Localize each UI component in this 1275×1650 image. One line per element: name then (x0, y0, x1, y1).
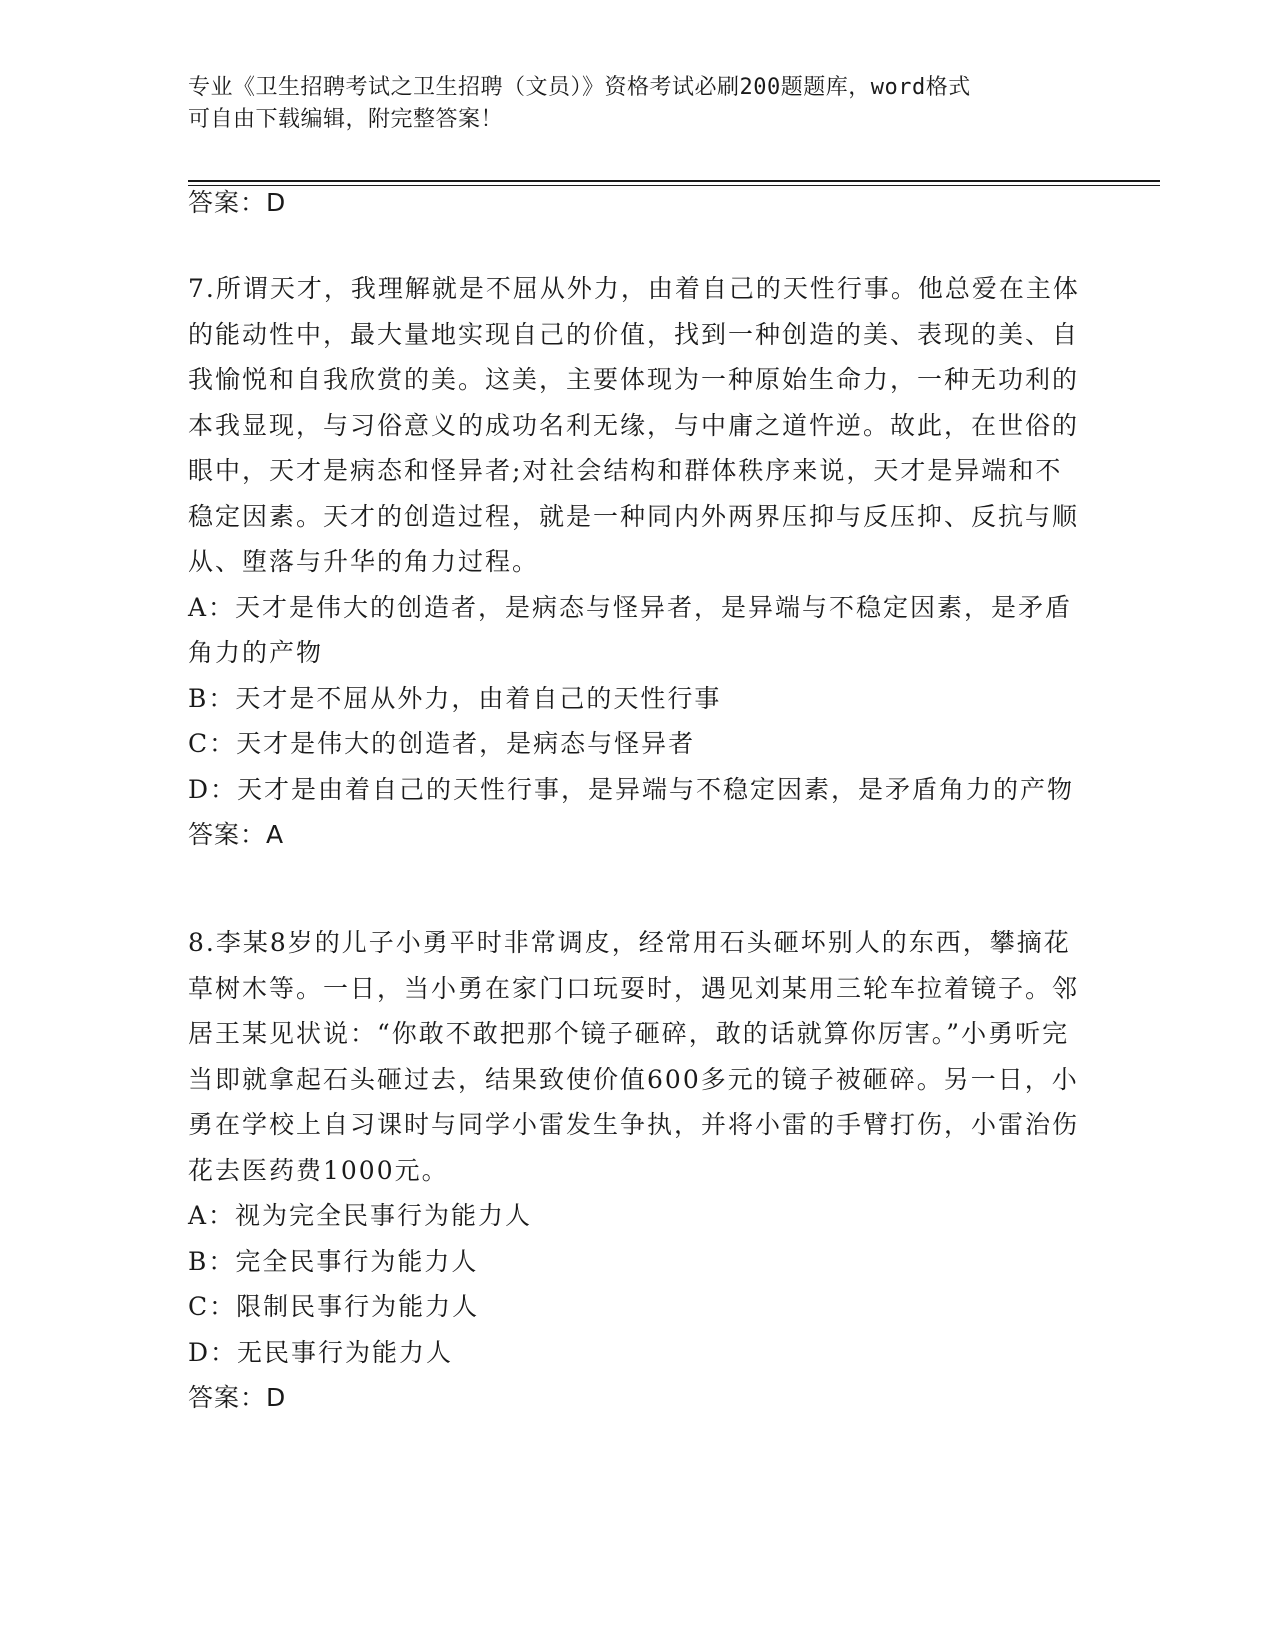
question-8-answer: 答案：D (188, 1383, 287, 1412)
question-7-option-b: B：天才是不屈从外力，由着自己的天性行事 (188, 683, 722, 713)
question-8-option-a: A：视为完全民事行为能力人 (188, 1201, 533, 1230)
question-7-option-d: D：天才是由着自己的天性行事，是异端与不稳定因素，是矛盾角力的产物 (188, 774, 1075, 804)
question-8-option-b: B：完全民事行为能力人 (188, 1246, 479, 1276)
question-8 (188, 920, 1088, 1420)
header-line-1: 专业《卫生招聘考试之卫生招聘（文员）》资格考试必刷200题题库，word格式 (188, 75, 971, 100)
question-7-text: 7.所谓天才，我理解就是不屈从外力，由着自己的天性行事。他总爱在主体的能动性中，最大量地实现自己的价值，找到一种创造的美、表现的美、自我愉悦和自我欣赏的美。这美，主要体现为一种原始生命力，一种无功利的本我显现，与习俗意义的成功名利无缘，与中庸之道忤逆。故此，在世俗的眼中，天才是病态和怪异者;对社会结构和群体秩序来说，天才是异端和不稳定因素。天才的创造过程，就是一种同内外两界压抑与反压抑、反抗与顺从、堕落与升华的角力过程。 (188, 274, 1080, 576)
question-8-option-d: D：无民事行为能力人 (188, 1337, 454, 1367)
question-7-option-c: C：天才是伟大的创造者，是病态与怪异者 (188, 729, 696, 758)
question-7-answer: 答案：A (188, 820, 285, 849)
document-header (188, 72, 1068, 136)
previous-answer-block (188, 180, 1088, 225)
question-8-text: 8.李某8岁的儿子小勇平时非常调皮，经常用石头砸坏别人的东西，攀摘花草树木等。一日，当小勇在家门口玩耍时，遇见刘某用三轮车拉着镜子。邻居王某见状说：“你敢不敢把那个镜子砸碎，敢的话就算你厉害。”小勇听完当即就拿起石头砸过去，结果致使价值600多元的镜子被砸碎。另一日，小勇在学校上自习课时与同学小雷发生争执，并将小雷的手臂打伤，小雷治伤花去医药费1000元。 (188, 928, 1080, 1185)
question-7-option-a: A：天才是伟大的创造者，是病态与怪异者，是异端与不稳定因素，是矛盾角力的产物 (188, 592, 1073, 667)
question-8-option-c: C：限制民事行为能力人 (188, 1292, 480, 1321)
question-7 (188, 266, 1088, 857)
header-line-2: 可自由下载编辑，附完整答案！ (188, 107, 504, 132)
previous-answer: 答案：D (188, 188, 287, 217)
